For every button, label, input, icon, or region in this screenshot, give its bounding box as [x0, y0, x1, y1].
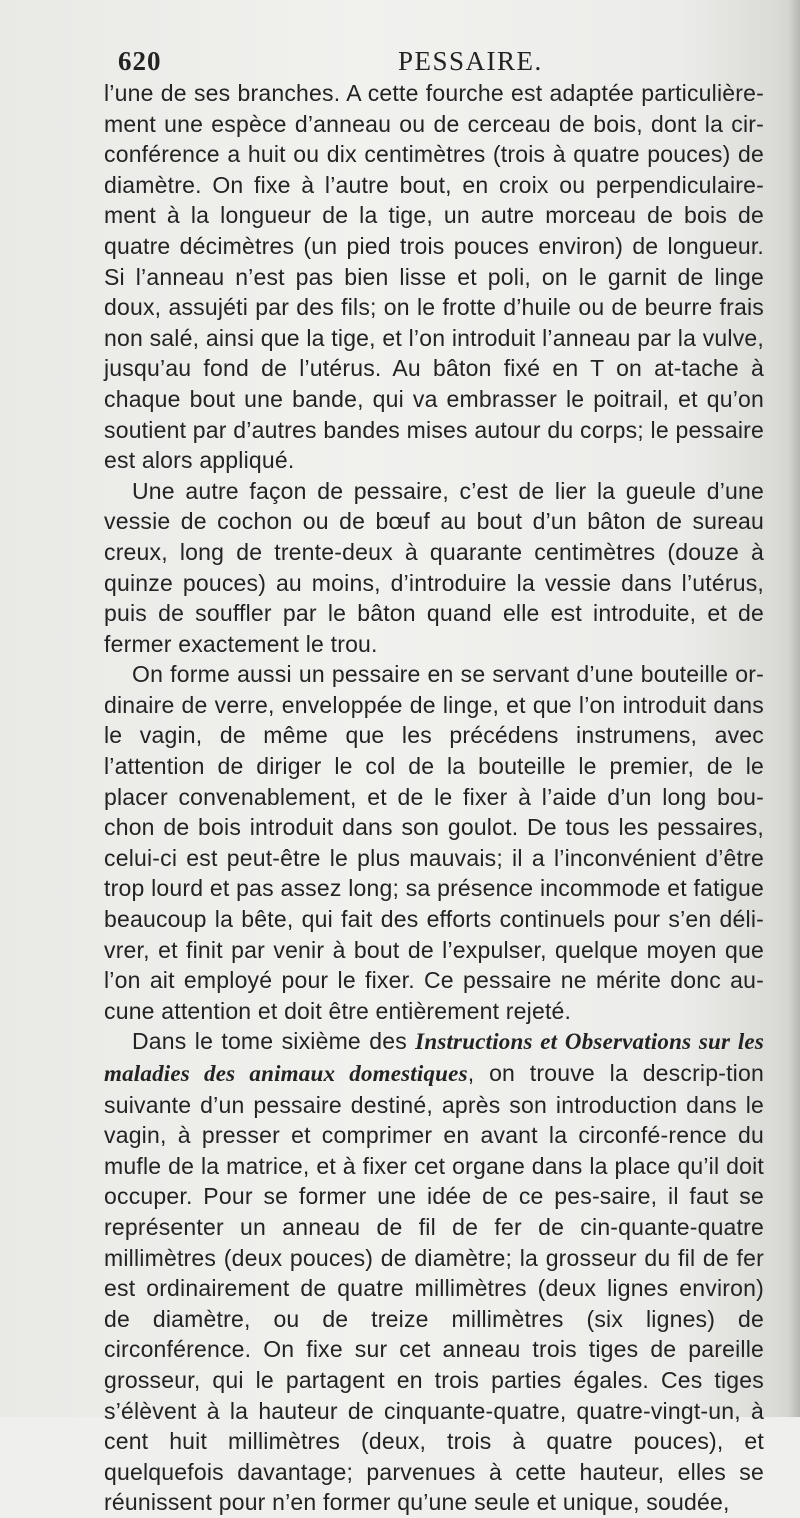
paragraph-2: Une autre façon de pessaire, c’est de lier la gueule d’une vessie de cochon ou de bœuf au bout d’un bâton de sureau creux, long de trente-deux à quarante centimètres (douze à quinze pouces) au moins, d’introduire la vessie dans l’utérus, puis de souffler par le bâton quand elle est introduite, et de fermer exactement le trou. [104, 477, 764, 657]
paragraph-3: On forme aussi un pessaire en se servant d’une bouteille or-dinaire de verre, enveloppée de linge, et que l’on introduit dans le vagin, de même que les précédens instrumens, avec l’attention de diriger le col de la bouteille le premier, de le placer convenablement, et de le fixer à l’aide d’un long bou-chon de bois introduit dans son goulot. De tous les pessaires, celui-ci est peut-être le plus mauvais; il a l’inconvénient d’être trop lourd et pas assez long; sa présence incommode et fatigue beaucoup la bête, qui fait des efforts continuels pour s’en déli-vrer, et finit par venir à bout de l’expulser, quelque moyen que l’on ait employé pour le fixer. Ce pessaire ne mérite donc au-cune attention et doit être entièrement rejeté. [104, 661, 764, 1024]
paragraph-1: l’une de ses branches. A cette fourche est adaptée particulière-ment une espèce d’anneau ou de cerceau de bois, dont la cir-conférence a huit ou dix centimètres (trois à quatre pouces) de diamètre. On fixe à l’autre bout, en croix ou perpendiculaire-ment à la longueur de la tige, un autre morceau de bois de quatre décimètres (un pied trois pouces environ) de longueur. Si l’anneau n’est pas bien lisse et poli, on le garnit de linge doux, assujéti par des fils; on le frotte d’huile ou de beurre frais non salé, ainsi que la tige, et l’on introduit l’anneau par la vulve, jusqu’au fond de l’utérus. Au bâton fixé en T on at-tache à chaque bout une bande, qui va embrasser le poitrail, et qu’on soutient par d’autres bandes mises autour du corps; le pessaire est alors appliqué. [104, 80, 764, 474]
body-text [104, 78, 764, 1518]
page-header [118, 46, 678, 76]
paragraph-4-after: , on trouve la descrip-tion suivante d’un pessaire destiné, après son introduction dans le vagin, à presser et comprimer en avant la circonfé-rence du mufle de la matrice, et à fixer cet organe dans la place qu’il doit occuper. Pour se former une idée de ce pes-saire, il faut se représenter un anneau de fil de fer de cin-quante-quatre millimètres (deux pouces) de diamètre; la grosseur du fil de fer est ordinairement de quatre millimètres (deux lignes environ) de diamètre, ou de treize millimètres (six lignes) de circonférence. On fixe sur cet anneau trois tiges de pareille grosseur, qui le partagent en trois parties égales. Ces tiges s’élèvent à la hauteur de cinquante-quatre, quatre-vingt-un, à cent huit millimètres (deux, trois à quatre pouces), et quelquefois davantage; parvenues à cette hauteur, elles se réunissent pour n’en former qu’une seule et unique, soudée, [104, 1060, 764, 1516]
page-edge-shadow [788, 0, 800, 1417]
paragraph-4 [104, 1026, 764, 1518]
paragraph-4-before: Dans le tome sixième des [132, 1028, 416, 1055]
running-head: PESSAIRE. [398, 46, 543, 76]
page-number: 620 [118, 46, 162, 76]
book-title-italic: Instructions et Observations sur les maladies des animaux domestiques [104, 1029, 764, 1086]
